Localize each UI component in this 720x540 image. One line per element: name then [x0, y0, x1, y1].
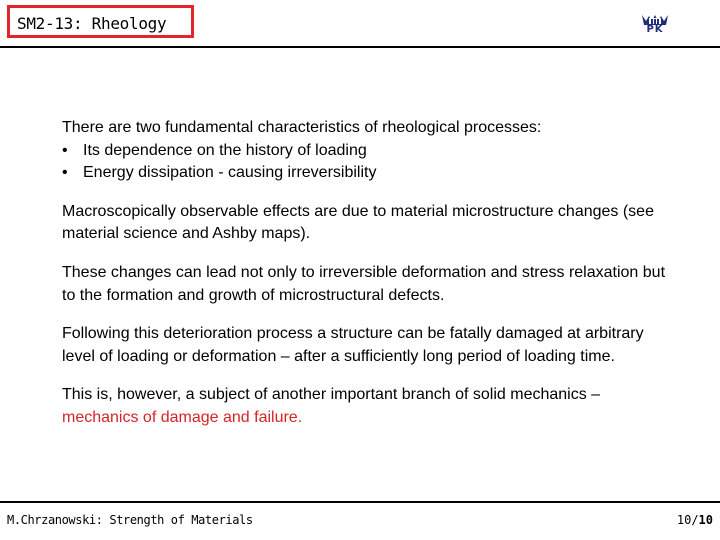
paragraph-deterioration: Following this deterioration process a structure can be fatally damaged at arbitrary level of loading or deformation – after a sufficiently long period of loading time. [62, 325, 644, 365]
page-number [677, 513, 713, 527]
bullet-item: • Its dependence on the history of loading [62, 140, 672, 163]
paragraph-damage-text: This is, however, a subject of another important branch of solid mechanics – [62, 386, 601, 404]
bullet-list [62, 140, 672, 185]
footer-author: M.Chrzanowski: Strength of Materials [7, 513, 253, 527]
logo-text: PK [646, 24, 664, 35]
damage-highlight: mechanics of damage and failure. [62, 408, 303, 426]
paragraph-microstructure: Macroscopically observable effects are due to material microstructure changes (see material science and Ashby maps). [62, 202, 654, 243]
header-divider [0, 46, 720, 48]
slide-title-box [7, 5, 194, 38]
slide-title: SM2-13: Rheology [17, 14, 167, 33]
page-current: 10 [676, 513, 692, 527]
page-total: 10 [698, 513, 713, 527]
paragraph-changes: These changes can lead not only to irreversible deformation and stress relaxation but to the formation and growth of microstructural defects. [62, 263, 666, 304]
page-separator: / [691, 513, 699, 527]
bullet-item: • Energy dissipation - causing irreversibility [62, 162, 672, 185]
slide-body [62, 117, 672, 446]
paragraph-damage [62, 384, 672, 429]
footer-divider [0, 501, 720, 503]
intro-text: There are two fundamental characteristics of rheological processes: [62, 119, 542, 136]
university-logo-icon [640, 13, 670, 37]
